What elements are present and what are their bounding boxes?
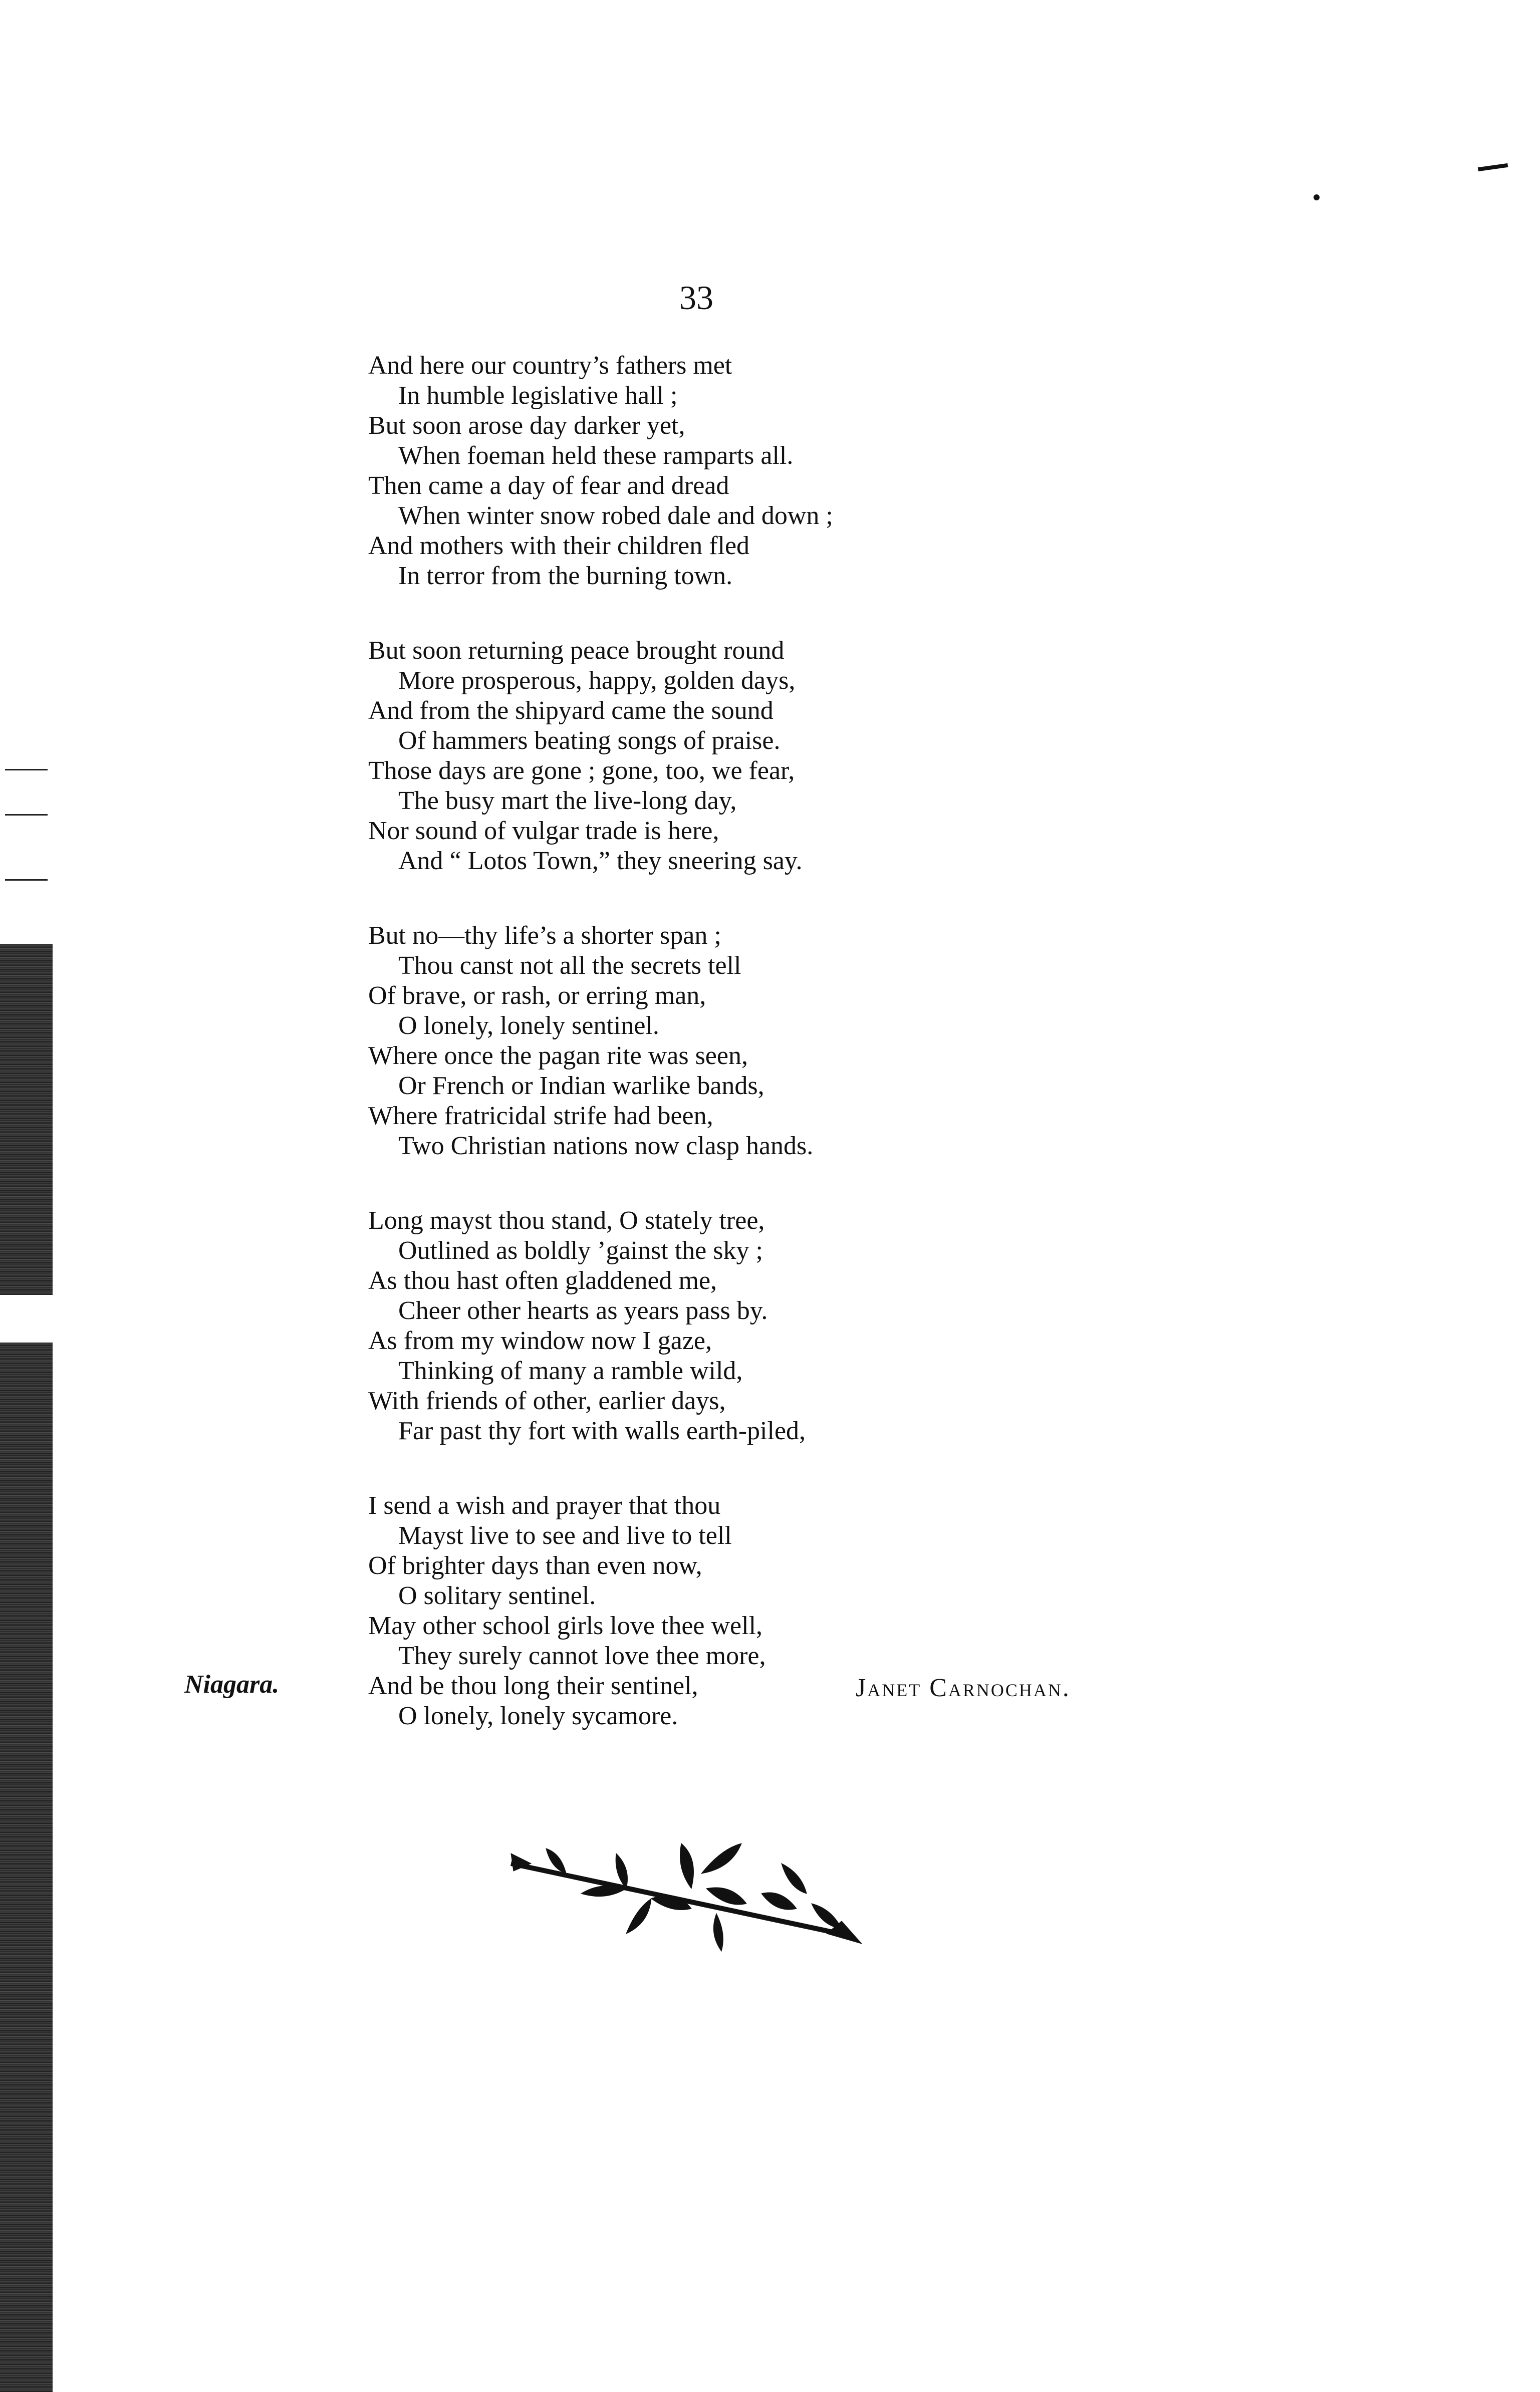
poem-line: And here our country’s fathers met — [368, 351, 732, 380]
poem-line: But no—thy life’s a shorter span ; — [368, 921, 721, 950]
scan-speck — [1478, 163, 1508, 171]
page-number: 33 — [679, 279, 713, 317]
poem-line: As from my window now I gaze, — [368, 1326, 712, 1355]
poem-line: With friends of other, earlier days, — [368, 1387, 726, 1415]
poem-line: Of brighter days than even now, — [368, 1551, 702, 1580]
poem-line: I send a wish and prayer that thou — [368, 1491, 721, 1520]
stanza — [368, 1491, 1245, 1731]
poem-line: They surely cannot love thee more, — [398, 1642, 766, 1670]
poem-line: Of brave, or rash, or erring man, — [368, 981, 706, 1010]
poem-line: More prosperous, happy, golden days, — [398, 666, 796, 695]
poem-line: In terror from the burning town. — [398, 562, 733, 590]
poem-line: Far past thy fort with walls earth-piled, — [398, 1417, 806, 1445]
stanza — [368, 636, 1245, 876]
poem-line: Of hammers beating songs of praise. — [398, 726, 781, 755]
poem-line: In humble legislative hall ; — [398, 381, 678, 410]
poem-line: O solitary sentinel. — [398, 1581, 596, 1610]
poem-line: As thou hast often gladdened me, — [368, 1266, 717, 1295]
poem-line: Where once the pagan rite was seen, — [368, 1041, 748, 1070]
poem-line: Nor sound of vulgar trade is here, — [368, 817, 719, 845]
poem-line: Two Christian nations now clasp hands. — [398, 1132, 814, 1160]
poem-line: Cheer other hearts as years pass by. — [398, 1296, 768, 1325]
leaf-ornament-icon — [501, 1833, 872, 1954]
author-signature: Janet Carnochan. — [856, 1674, 1071, 1702]
scan-edge-strip — [0, 944, 53, 1295]
poem-line: And “ Lotos Town,” they sneering say. — [398, 847, 803, 875]
poem-line: O lonely, lonely sentinel. — [398, 1011, 659, 1040]
margin-rule — [5, 769, 48, 770]
scan-edge-strip — [0, 1343, 53, 2392]
poem-line: And mothers with their children fled — [368, 531, 750, 560]
poem-line: Mayst live to see and live to tell — [398, 1521, 732, 1550]
stanza — [368, 351, 1245, 591]
poem-line: Where fratricidal strife had been, — [368, 1102, 713, 1130]
poem-line: And from the shipyard came the sound — [368, 696, 774, 725]
poem-line: Outlined as boldly ’gainst the sky ; — [398, 1236, 763, 1265]
poem-line: Thinking of many a ramble wild, — [398, 1357, 743, 1385]
poem-line: And be thou long their sentinel, — [368, 1672, 698, 1700]
poem-line: Thou canst not all the secrets tell — [398, 951, 741, 980]
margin-rule — [5, 814, 48, 816]
poem — [368, 351, 1245, 1776]
poem-line: When winter snow robed dale and down ; — [398, 501, 833, 530]
scan-speck — [1314, 194, 1320, 200]
poem-line: The busy mart the live-long day, — [398, 786, 737, 815]
poem-line: Those days are gone ; gone, too, we fear, — [368, 756, 795, 785]
margin-rule — [5, 879, 48, 881]
poem-line: May other school girls love thee well, — [368, 1612, 763, 1640]
stanza — [368, 921, 1245, 1161]
poem-line: Long mayst thou stand, O stately tree, — [368, 1206, 765, 1235]
place-signature: Niagara. — [184, 1670, 280, 1699]
poem-line: Or French or Indian warlike bands, — [398, 1072, 764, 1100]
poem-line: But soon arose day darker yet, — [368, 411, 685, 440]
poem-line: When foeman held these ramparts all. — [398, 441, 794, 470]
poem-line: But soon returning peace brought round — [368, 636, 785, 665]
poem-line: O lonely, lonely sycamore. — [398, 1702, 678, 1730]
stanza — [368, 1206, 1245, 1446]
poem-line: Then came a day of fear and dread — [368, 471, 729, 500]
